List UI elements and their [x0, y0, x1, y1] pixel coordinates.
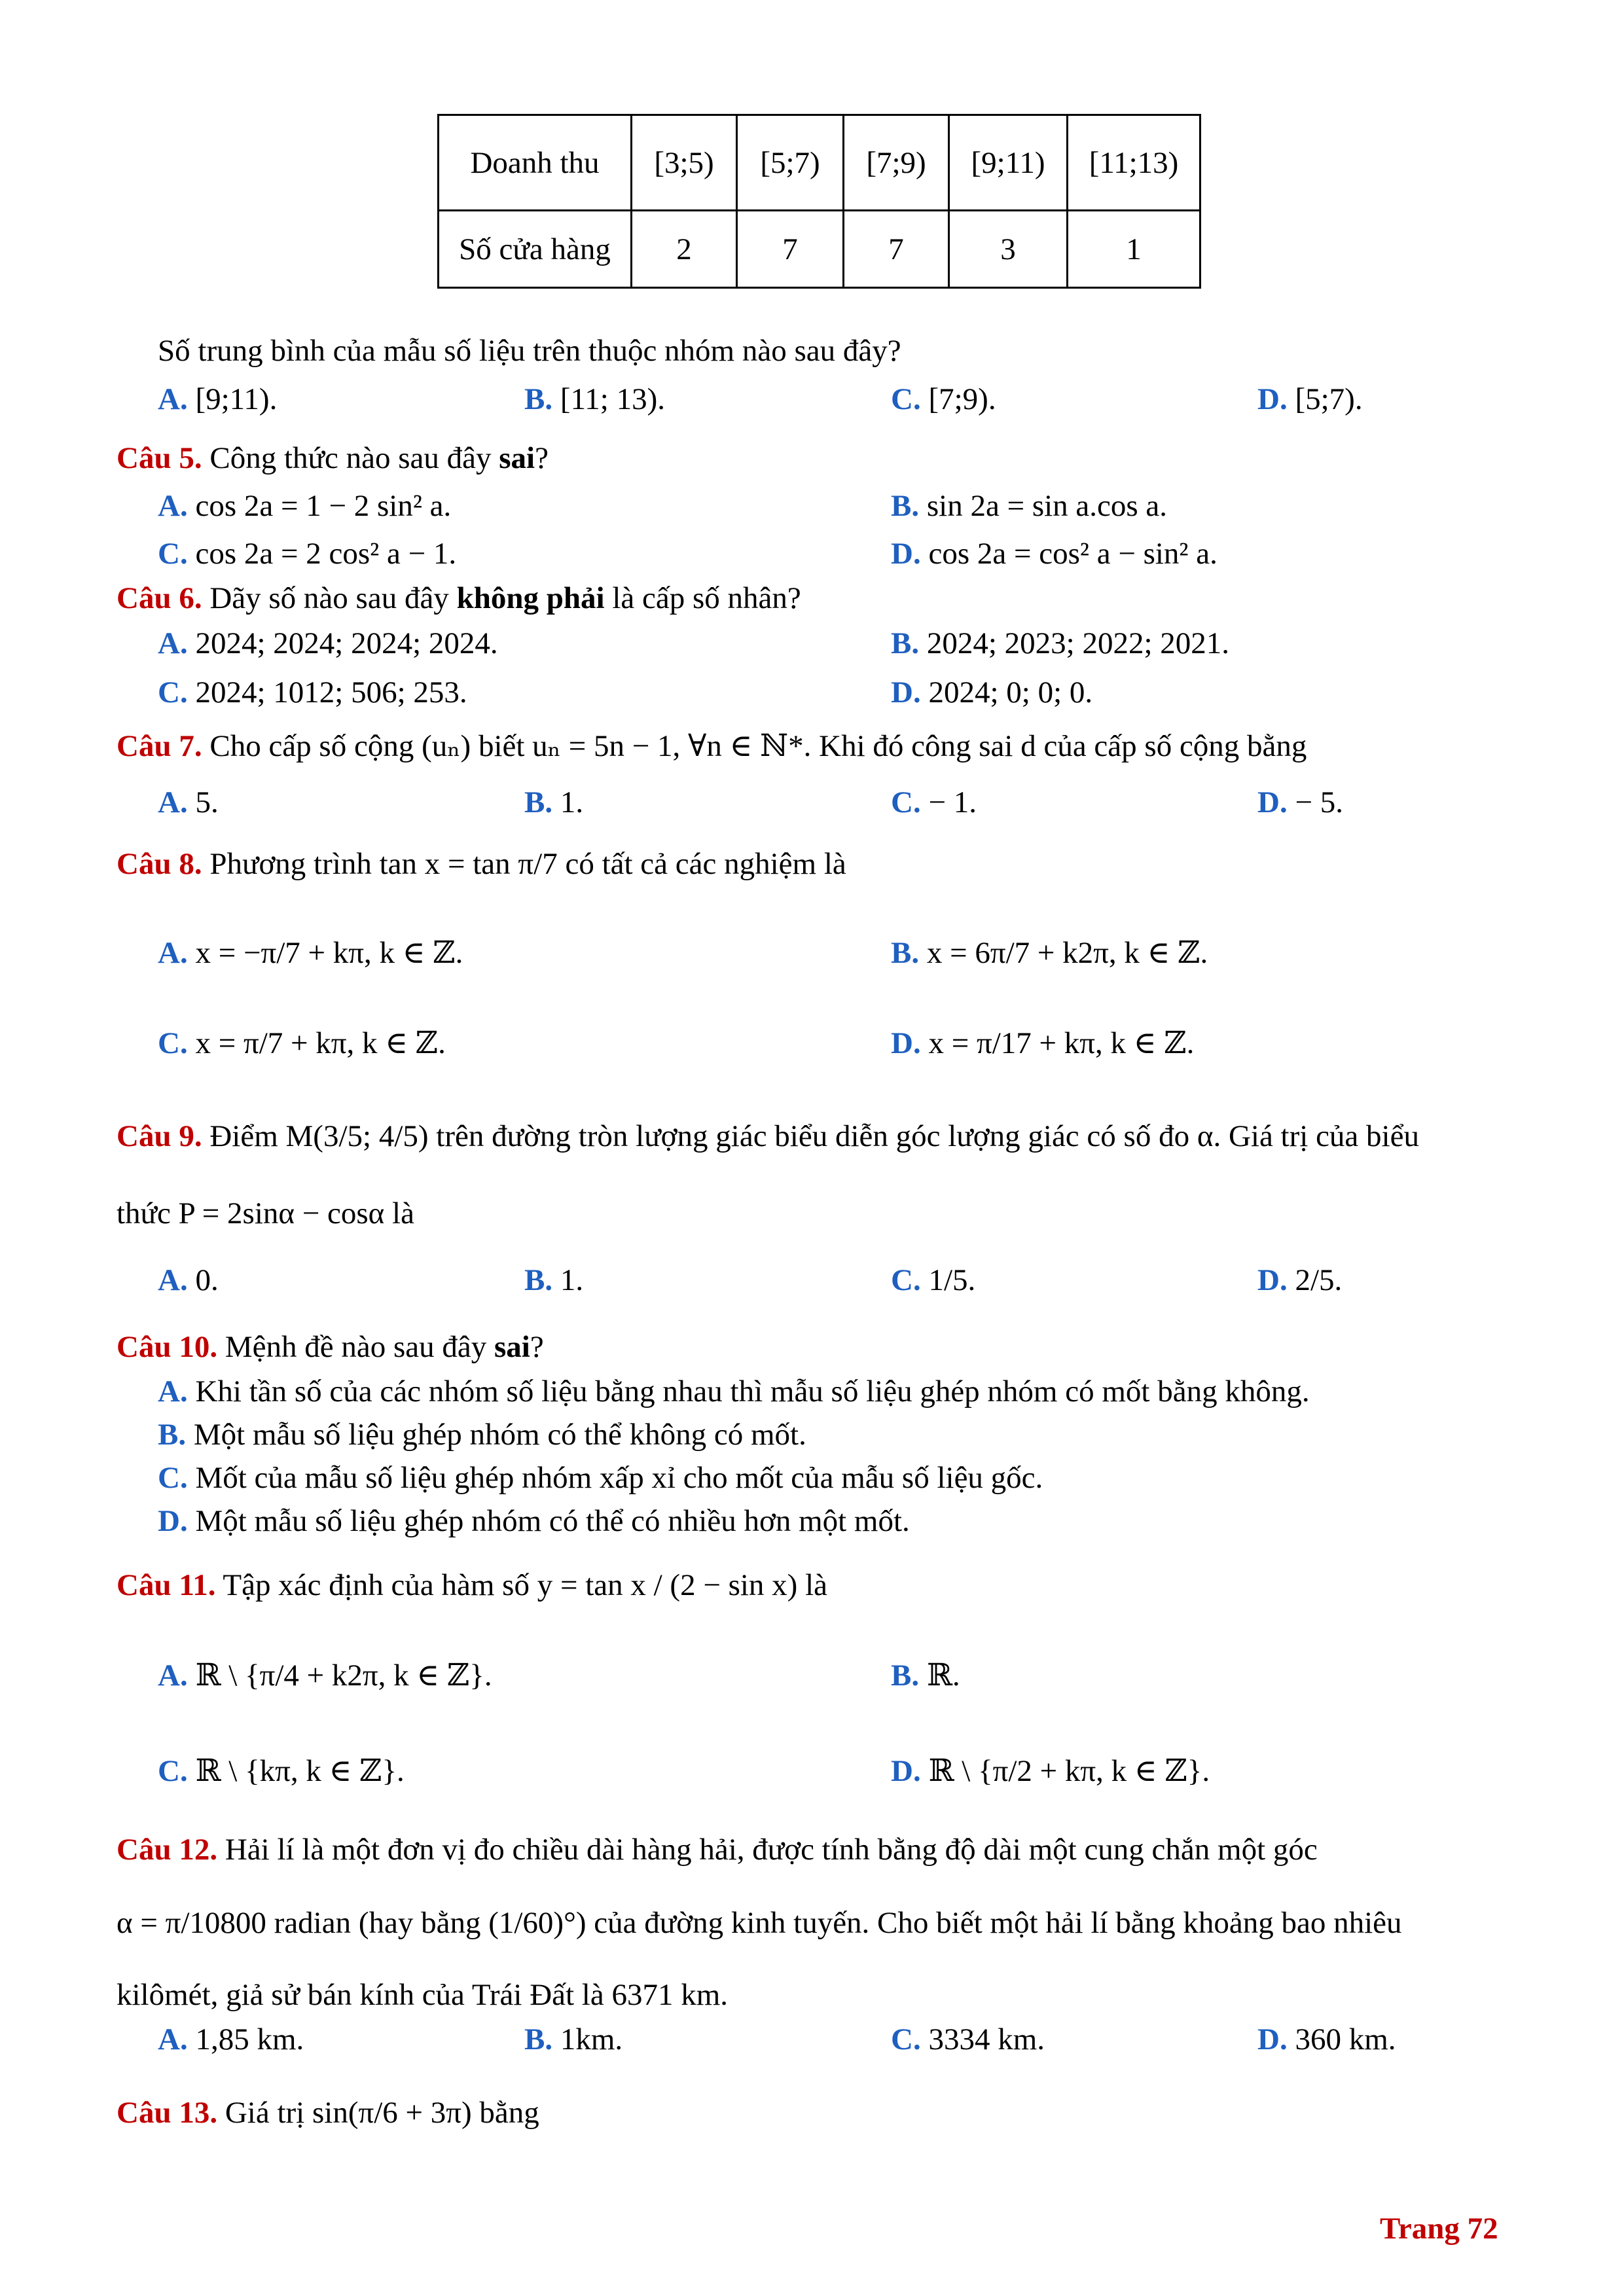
table-cell: 1: [1068, 211, 1200, 288]
q7-option-c: C. − 1.: [891, 785, 977, 819]
q8-option-d: D. x = π/17 + kπ, k ∈ ℤ.: [891, 1026, 1195, 1060]
q8-stem: Câu 8. Phương trình tan x = tan π/7 có tất cả các nghiệm là: [117, 847, 846, 881]
q9-option-d: D. 2/5.: [1257, 1263, 1343, 1297]
q7-stem: Câu 7. Cho cấp số cộng (uₙ) biết uₙ = 5n − 1, ∀n ∈ ℕ*. Khi đó công sai d của cấp số cộng bằng: [117, 729, 1307, 763]
q4-text: Số trung bình của mẫu số liệu trên thuộc nhóm nào sau đây?: [158, 334, 901, 368]
q9-option-a: A. 0.: [158, 1263, 219, 1297]
table-cell: 7: [737, 211, 844, 288]
table-cell: Số cửa hàng: [439, 211, 632, 288]
q10-option-c: C. Mốt của mẫu số liệu ghép nhóm xấp xỉ cho mốt của mẫu số liệu gốc.: [158, 1461, 1043, 1495]
table-header-cell: [3;5): [632, 115, 737, 211]
q5-option-a: A. cos 2a = 1 − 2 sin² a.: [158, 489, 452, 523]
q12-option-d: D. 360 km.: [1257, 2022, 1396, 2056]
q6-option-b: B. 2024; 2023; 2022; 2021.: [891, 626, 1230, 660]
q4-option-a: A. [9;11).: [158, 382, 278, 416]
q7-option-b: B. 1.: [524, 785, 584, 819]
q9-option-c: C. 1/5.: [891, 1263, 976, 1297]
q10-option-b: B. Một mẫu số liệu ghép nhóm có thể không có mốt.: [158, 1418, 806, 1452]
q11-option-b: B. ℝ.: [891, 1659, 960, 1693]
table-cell: 2: [632, 211, 737, 288]
table-header-cell: [7;9): [844, 115, 949, 211]
table-header-cell: [9;11): [949, 115, 1068, 211]
table-header-cell: [5;7): [737, 115, 844, 211]
q7-option-d: D. − 5.: [1257, 785, 1343, 819]
q9-stem-line2: thức P = 2sinα − cosα là: [117, 1196, 414, 1230]
q9-stem: Câu 9. Điểm M(3/5; 4/5) trên đường tròn lượng giác biểu diễn góc lượng giác có số đo α. Giá trị của biểu: [117, 1119, 1419, 1153]
q6-option-d: D. 2024; 0; 0; 0.: [891, 675, 1093, 709]
q8-option-c: C. x = π/7 + kπ, k ∈ ℤ.: [158, 1026, 446, 1060]
q6-option-c: C. 2024; 1012; 506; 253.: [158, 675, 467, 709]
q12-option-c: C. 3334 km.: [891, 2022, 1045, 2056]
q12-option-b: B. 1km.: [524, 2022, 623, 2056]
q11-option-a: A. ℝ \ {π/4 + k2π, k ∈ ℤ}.: [158, 1659, 492, 1693]
page-number: Trang 72: [1380, 2212, 1498, 2246]
q6-option-a: A. 2024; 2024; 2024; 2024.: [158, 626, 498, 660]
q5-stem: Câu 5. Công thức nào sau đây sai?: [117, 441, 549, 475]
q8-option-b: B. x = 6π/7 + k2π, k ∈ ℤ.: [891, 936, 1208, 970]
q11-option-c: C. ℝ \ {kπ, k ∈ ℤ}.: [158, 1754, 405, 1788]
q11-option-d: D. ℝ \ {π/2 + kπ, k ∈ ℤ}.: [891, 1754, 1210, 1788]
q10-stem: Câu 10. Mệnh đề nào sau đây sai?: [117, 1330, 544, 1364]
q11-stem: Câu 11. Tập xác định của hàm số y = tan x / (2 − sin x) là: [117, 1568, 827, 1602]
q4-option-d: D. [5;7).: [1257, 382, 1363, 416]
table-cell: 7: [844, 211, 949, 288]
q12-option-a: A. 1,85 km.: [158, 2022, 304, 2056]
q6-stem: Câu 6. Dãy số nào sau đây không phải là cấp số nhân?: [117, 581, 801, 615]
q5-option-c: C. cos 2a = 2 cos² a − 1.: [158, 537, 457, 571]
q9-option-b: B. 1.: [524, 1263, 584, 1297]
q8-option-a: A. x = −π/7 + kπ, k ∈ ℤ.: [158, 936, 463, 970]
table-header-row: [439, 115, 1200, 211]
table-cell: 3: [949, 211, 1068, 288]
table-header-cell: Doanh thu: [439, 115, 632, 211]
table-header-cell: [11;13): [1068, 115, 1200, 211]
frequency-table: [437, 114, 1201, 289]
q7-option-a: A. 5.: [158, 785, 219, 819]
table-row: [439, 211, 1200, 288]
q13-stem: Câu 13. Giá trị sin(π/6 + 3π) bằng: [117, 2096, 539, 2130]
q12-stem-line3: kilômét, giả sử bán kính của Trái Đất là 6371 km.: [117, 1978, 729, 2012]
q4-option-c: C. [7;9).: [891, 382, 996, 416]
q5-option-d: D. cos 2a = cos² a − sin² a.: [891, 537, 1218, 571]
q10-option-a: A. Khi tần số của các nhóm số liệu bằng nhau thì mẫu số liệu ghép nhóm có mốt bằng không.: [158, 1374, 1310, 1408]
q4-option-b: B. [11; 13).: [524, 382, 665, 416]
q5-option-b: B. sin 2a = sin a.cos a.: [891, 489, 1168, 523]
q10-option-d: D. Một mẫu số liệu ghép nhóm có thể có nhiều hơn một mốt.: [158, 1504, 910, 1538]
q12-stem: Câu 12. Hải lí là một đơn vị đo chiều dài hàng hải, được tính bằng độ dài một cung chắn một góc: [117, 1833, 1318, 1867]
q12-stem-line2: α = π/10800 radian (hay bằng (1/60)°) của đường kinh tuyến. Cho biết một hải lí bằng khoảng bao nhiêu: [117, 1906, 1402, 1940]
